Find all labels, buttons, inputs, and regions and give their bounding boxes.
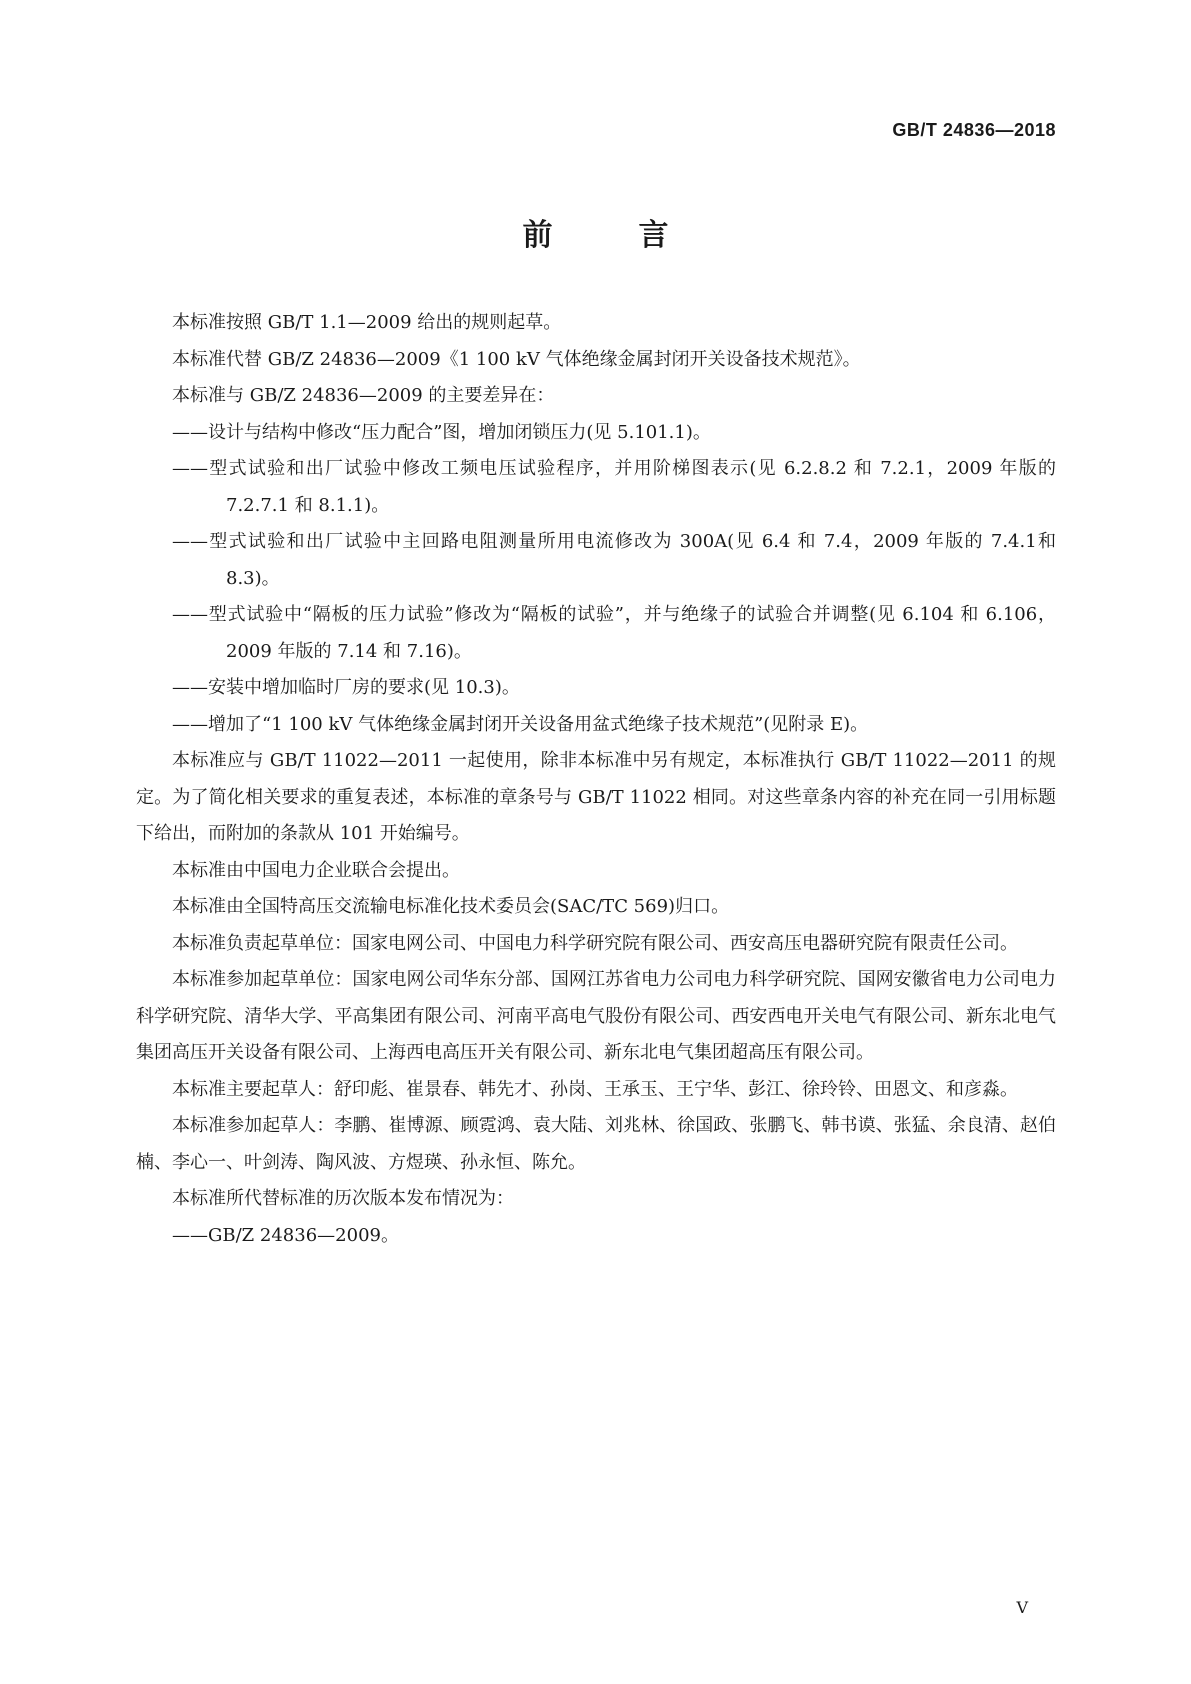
- paragraph-proposer: 本标准由中国电力企业联合会提出。: [172, 859, 460, 881]
- paragraph-replaces: 本标准代替 GB/Z 24836—2009《1 100 kV 气体绝缘金属封闭开关设备技术规范》。: [172, 348, 861, 370]
- paragraph-participating-units: 本标准参加起草单位：国家电网公司华东分部、国网江苏省电力公司电力科学研究院、国网安徽省电力公司电力科学研究院、清华大学、平高集团有限公司、河南平高电气股份有限公司、西安西电开关电气有限公司、新东北电气集团高压开关设备有限公司、上海西电高压开关有限公司、新东北电气集团超高压有限公司。: [136, 969, 1056, 1063]
- difference-item: ——型式试验和出厂试验中修改工频电压试验程序，并用阶梯图表示(见 6.2.8.2 和 7.2.1，2009 年版的 7.2.7.1 和 8.1.1)。: [172, 458, 1056, 516]
- foreword-body: [136, 305, 1056, 1254]
- paragraph-lead-drafters: 本标准负责起草单位：国家电网公司、中国电力科学研究院有限公司、西安高压电器研究院有限责任公司。: [172, 932, 1018, 954]
- difference-item: ——设计与结构中修改“压力配合”图，增加闭锁压力(见 5.101.1)。: [172, 421, 711, 443]
- paragraph-drafting-rules: 本标准按照 GB/T 1.1—2009 给出的规则起草。: [172, 312, 562, 333]
- difference-item: ——增加了“1 100 kV 气体绝缘金属封闭开关设备用盆式绝缘子技术规范”(见附录 E)。: [172, 713, 869, 735]
- page-title: 前 言: [522, 218, 697, 253]
- paragraph-participating-drafters: 本标准参加起草人：李鹏、崔博源、顾霓鸿、袁大陆、刘兆林、徐国政、张鹏飞、韩书谟、张猛、余良清、赵伯楠、李心一、叶剑涛、陶风波、方煜瑛、孙永恒、陈允。: [136, 1115, 1056, 1173]
- paragraph-differences-intro: 本标准与 GB/Z 24836—2009 的主要差异在：: [172, 385, 555, 406]
- standard-code: GB/T 24836—2018: [892, 120, 1056, 140]
- difference-item: ——型式试验和出厂试验中主回路电阻测量所用电流修改为 300A(见 6.4 和 7.4，2009 年版的 7.4.1和 8.3)。: [172, 531, 1056, 589]
- paragraph-version-history-intro: 本标准所代替标准的历次版本发布情况为：: [172, 1188, 514, 1209]
- version-history-item: ——GB/Z 24836—2009。: [172, 1224, 399, 1246]
- paragraph-main-drafters: 本标准主要起草人：舒印彪、崔景春、韩先才、孙岗、王承玉、王宁华、彭江、徐玲铃、田恩文、和彦淼。: [172, 1078, 1018, 1100]
- difference-item: ——安装中增加临时厂房的要求(见 10.3)。: [172, 677, 520, 698]
- paragraph-usage: 本标准应与 GB/T 11022—2011 一起使用，除非本标准中另有规定，本标准执行 GB/T 11022—2011 的规定。为了简化相关要求的重复表述，本标准的章条号与 GB/T 11022 相同。对这些章条内容的补充在同一引用标题下给出，而附加的条款从 101 开始编号。: [136, 750, 1056, 844]
- paragraph-committee: 本标准由全国特高压交流输电标准化技术委员会(SAC/TC 569)归口。: [172, 896, 730, 917]
- page-number: V: [1016, 1598, 1028, 1617]
- difference-item: ——型式试验中“隔板的压力试验”修改为“隔板的试验”，并与绝缘子的试验合并调整(见 6.104 和 6.106，2009 年版的 7.14 和 7.16)。: [172, 604, 1056, 662]
